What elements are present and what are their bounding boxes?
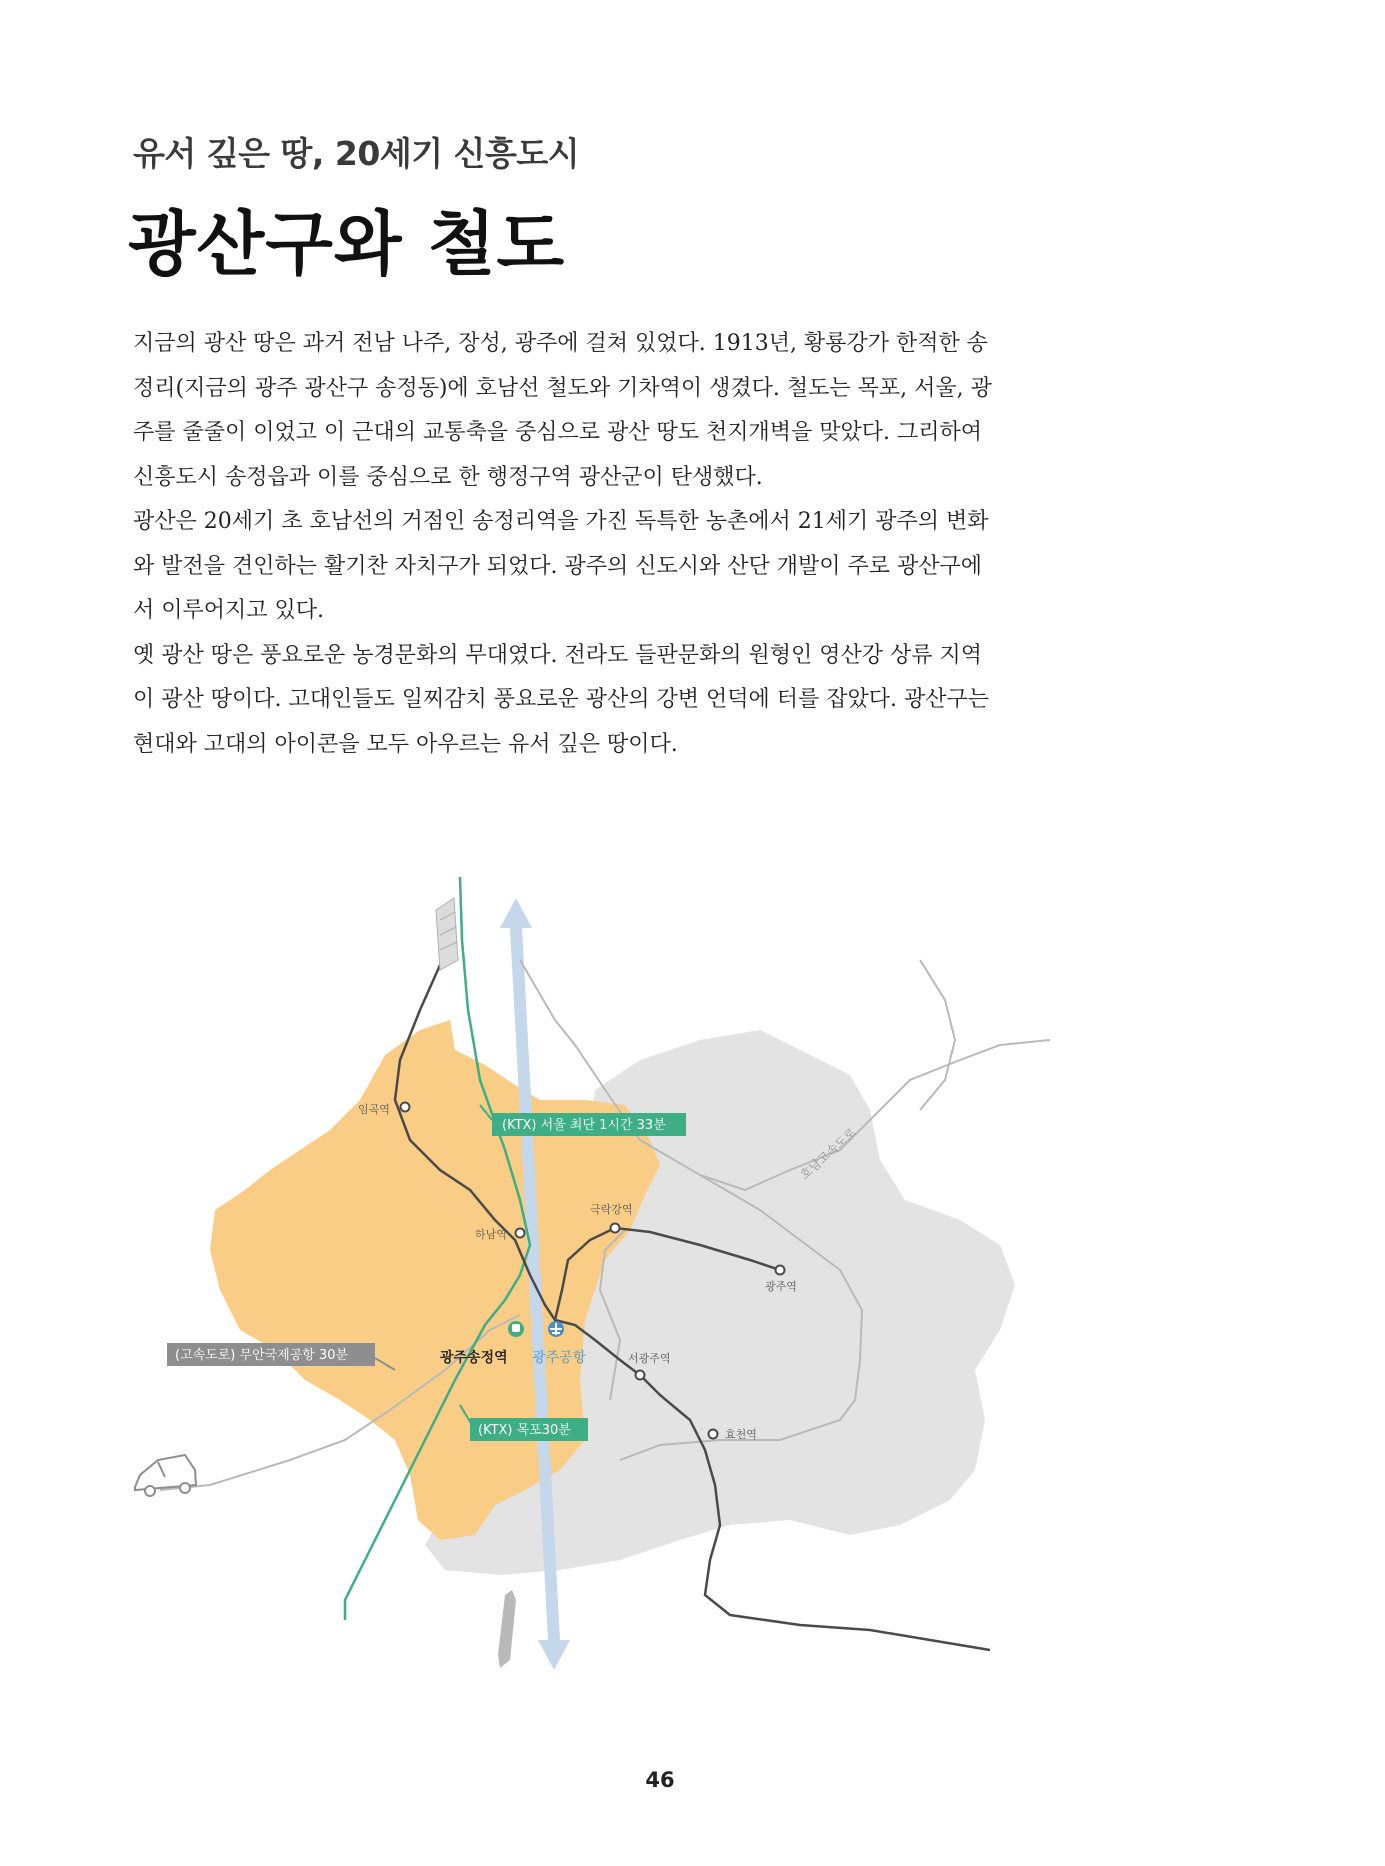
- station-marker-geukrakgang: [611, 1224, 620, 1233]
- station-marker-hyocheon: [709, 1430, 718, 1439]
- station-label-gwangju: 광주역: [765, 1280, 797, 1293]
- paragraph-1: 지금의 광산 땅은 과거 전남 나주, 장성, 광주에 걸쳐 있었다. 1913년, 황룡강가 한적한 송정리(지금의 광주 광산구 송정동)에 호남선 철도와 기차역이 생겼다. 철도는 목포, 서울, 광주를 줄줄이 이었고 이 근대의 교통축을 중심으로 광산 땅도 천지개벽을 맞았다. 그리하여 신흥도시 송정읍과 이를 중심으로 한 행정구역 광산군이 탄생했다.: [133, 331, 992, 490]
- body-text: [133, 322, 993, 767]
- train-icon: [508, 1321, 524, 1337]
- page-subtitle: 유서 깊은 땅, 20세기 신흥도시: [133, 134, 580, 173]
- expressway-muan-label: (고속도로) 무안국제공항 30분: [175, 1348, 349, 1363]
- tower-icon: [498, 1590, 516, 1668]
- station-label-gwangju-airport: 광주공항: [532, 1350, 587, 1366]
- station-label-hyocheon: 효천역: [725, 1428, 757, 1441]
- airplane-icon: [548, 1321, 564, 1337]
- paragraph-3: 옛 광산 땅은 풍요로운 농경문화의 무대였다. 전라도 들판문화의 원형인 영산강 상류 지역이 광산 땅이다. 고대인들도 일찌감치 풍요로운 광산의 강변 언덕에 터를 잡았다. 광산구는 현대와 고대의 아이콘을 모두 아우르는 유서 깊은 땅이다.: [133, 642, 989, 757]
- page-title: 광산구와 철도: [128, 203, 566, 285]
- ktx-seoul-badge: [492, 1113, 686, 1136]
- station-label-gwangju-songjeong: 광주송정역: [440, 1350, 508, 1366]
- station-marker-hanam: [516, 1229, 525, 1238]
- expressway-muan-badge: [167, 1343, 375, 1366]
- station-label-geukrakgang: 극락강역: [590, 1203, 633, 1216]
- station-marker-seogwangju: [636, 1371, 645, 1380]
- paragraph-2: 광산은 20세기 초 호남선의 거점인 송정리역을 가진 독특한 농촌에서 21세기 광주의 변화와 발전을 견인하는 활기찬 자치구가 되었다. 광주의 신도시와 산단 개발이 주로 광산구에서 이루어지고 있다.: [133, 509, 989, 623]
- building-icon: [436, 898, 458, 970]
- page-number: 46: [645, 1768, 675, 1792]
- ktx-mokpo-label: (KTX) 목포30분: [478, 1423, 571, 1438]
- station-label-hanam: 하남역: [475, 1228, 507, 1241]
- railway-map: [0, 860, 1385, 1690]
- honam-expressway-label: 호남고속도로: [797, 1125, 859, 1183]
- ktx-mokpo-badge: [470, 1418, 588, 1441]
- station-label-seogwangju: 서광주역: [628, 1352, 671, 1365]
- station-marker-gwangju: [776, 1266, 785, 1275]
- station-label-imgok: 임곡역: [358, 1103, 390, 1116]
- station-marker-imgok: [401, 1103, 410, 1112]
- ktx-seoul-label: (KTX) 서울 최단 1시간 33분: [502, 1118, 666, 1133]
